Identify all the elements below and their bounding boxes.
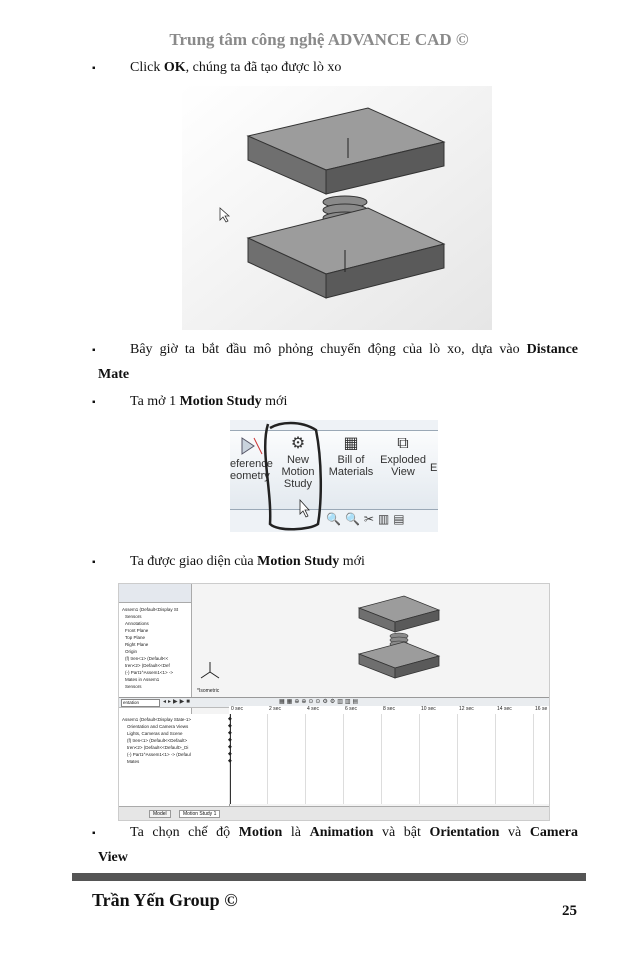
- bullet-item-5-cont: [98, 848, 128, 868]
- bullet-glyph: ▪: [92, 828, 96, 839]
- motion-study-screenshot: [118, 583, 550, 821]
- page-number: 25: [562, 903, 577, 919]
- motion-tree-item[interactable]: tren<2> (Default<<Default>_Di: [127, 745, 189, 750]
- bullet-item-2: [92, 340, 578, 361]
- bottom-tabs: [119, 806, 549, 821]
- tab-motion-study-1[interactable]: Motion Study 1: [179, 810, 220, 818]
- text-bold: View: [98, 850, 128, 865]
- exploded-view-icon: ⧉: [397, 435, 409, 452]
- table-icon: ▦: [343, 435, 359, 452]
- motion-tree-item[interactable]: (-) Part1^Assem1<1> -> (Defaul: [127, 752, 191, 757]
- cut-off-button[interactable]: E: [430, 462, 438, 474]
- text: Ta được giao diện của: [130, 554, 258, 569]
- motion-tree-item[interactable]: Orientation and Camera Views: [127, 724, 189, 729]
- text-bold: Animation: [309, 825, 374, 840]
- label: View: [391, 466, 415, 478]
- tree-item[interactable]: Right Plane: [125, 642, 149, 647]
- label: Materials: [328, 466, 374, 478]
- tick-label: 8 sec: [383, 706, 395, 712]
- label: Study: [283, 478, 313, 490]
- tab-model[interactable]: Model: [149, 810, 171, 818]
- footer-group: Trần Yến Group ©: [92, 890, 238, 910]
- view-tools-icons[interactable]: 🔍🔍✂▥▤: [326, 512, 409, 526]
- text: và bật: [373, 825, 430, 840]
- label: eference: [230, 458, 273, 470]
- tree-item[interactable]: Sensors: [125, 684, 142, 689]
- motion-tools[interactable]: ▦▦⊕⊕⊙⊙⚙⚙▥▥▤: [279, 699, 361, 705]
- tick-label: 10 sec: [421, 706, 436, 712]
- tick-label: 2 sec: [269, 706, 281, 712]
- bullet-glyph: ▪: [92, 345, 96, 356]
- text: mới: [261, 394, 288, 409]
- label: eometry: [230, 470, 270, 482]
- tree-item[interactable]: Front Plane: [125, 628, 149, 633]
- tree-item[interactable]: (f) tren<1> (Default<<: [125, 656, 169, 661]
- label: Motion: [281, 466, 315, 478]
- bullet-glyph: ▪: [92, 63, 96, 74]
- bullet-glyph: ▪: [92, 557, 96, 568]
- text: và: [499, 825, 530, 840]
- motion-tree-item[interactable]: (f) tren<1> (Default<<Default>: [127, 738, 188, 743]
- timeline-area[interactable]: [229, 714, 549, 804]
- text: Ta mở 1: [130, 394, 180, 409]
- spring-model-figure: [182, 86, 492, 330]
- label: New: [286, 454, 309, 466]
- keypoints[interactable]: ◆ ◆ ◆ ◆ ◆ ◆ ◆: [228, 716, 232, 764]
- tree-item[interactable]: Origin: [125, 649, 138, 654]
- text: Click: [130, 60, 164, 75]
- tick-label: 6 sec: [345, 706, 357, 712]
- footer-divider: [72, 873, 586, 881]
- tree-item[interactable]: Mates in Assem1: [125, 677, 160, 682]
- tick-label: 4 sec: [307, 706, 319, 712]
- motion-tree-item[interactable]: Lights, Cameras and Scene: [127, 731, 183, 736]
- motion-tree-item[interactable]: Assem1 (Default<Display State-1>: [122, 717, 192, 722]
- text-bold: Motion: [238, 825, 283, 840]
- bullet-item-1: [92, 58, 342, 79]
- tick-label: 0 sec: [231, 706, 243, 712]
- hand-drawn-highlight: [230, 420, 438, 532]
- text-bold: Motion Study: [179, 394, 262, 409]
- tree-item[interactable]: Assem1 (Default<Display St: [122, 607, 179, 612]
- tree-item[interactable]: tren<2> (Default<<Def: [125, 663, 170, 668]
- text-bold: Camera: [529, 825, 579, 840]
- tree-toolbar: [119, 584, 191, 603]
- tick-label: 14 sec: [497, 706, 512, 712]
- text-bold: OK: [163, 60, 186, 75]
- text: Bây giờ ta bắt đầu mô phỏng chuyển động của lò xo, dựa vào: [130, 342, 527, 357]
- text: mới: [339, 554, 365, 569]
- label: Exploded: [380, 454, 426, 466]
- page-header: Trung tâm công nghệ ADVANCE CAD ©: [169, 30, 469, 49]
- text: Ta chọn chế độ: [130, 825, 239, 840]
- view-orientation-label: *Isometric: [197, 688, 220, 694]
- bullet-item-3: [92, 392, 288, 413]
- gear-icon: ⚙: [290, 435, 306, 452]
- text: là: [282, 825, 310, 840]
- text-bold: Motion Study: [257, 554, 340, 569]
- bullet-item-2-cont: [98, 365, 129, 385]
- text-bold: Distance: [526, 342, 578, 357]
- tree-item[interactable]: Annotations: [125, 621, 149, 626]
- bullet-item-5: [92, 823, 578, 844]
- tick-label: 12 sec: [459, 706, 474, 712]
- text: , chúng ta đã tạo được lò xo: [185, 60, 342, 75]
- motion-tree: [119, 714, 230, 806]
- bullet-item-4: [92, 552, 365, 573]
- playback-controls[interactable]: ◂▸▶▶■: [163, 699, 192, 705]
- motion-type-select[interactable]: entation: [121, 699, 160, 707]
- tree-item[interactable]: Sensors: [125, 614, 142, 619]
- toolbar-screenshot: [230, 420, 438, 532]
- text-bold: Mate: [98, 367, 130, 382]
- spring-model-viewport: [349, 588, 459, 696]
- motion-tree-item[interactable]: Mates: [127, 759, 140, 764]
- axis-triad-icon: [199, 660, 221, 682]
- text-bold: Orientation: [429, 825, 500, 840]
- tree-item[interactable]: Top Plane: [125, 635, 146, 640]
- tick-label: 16 se: [535, 706, 548, 712]
- bullet-glyph: ▪: [92, 397, 96, 408]
- tree-item[interactable]: (-) Part1^Assem1<1> ->: [125, 670, 174, 675]
- label: Bill of: [337, 454, 365, 466]
